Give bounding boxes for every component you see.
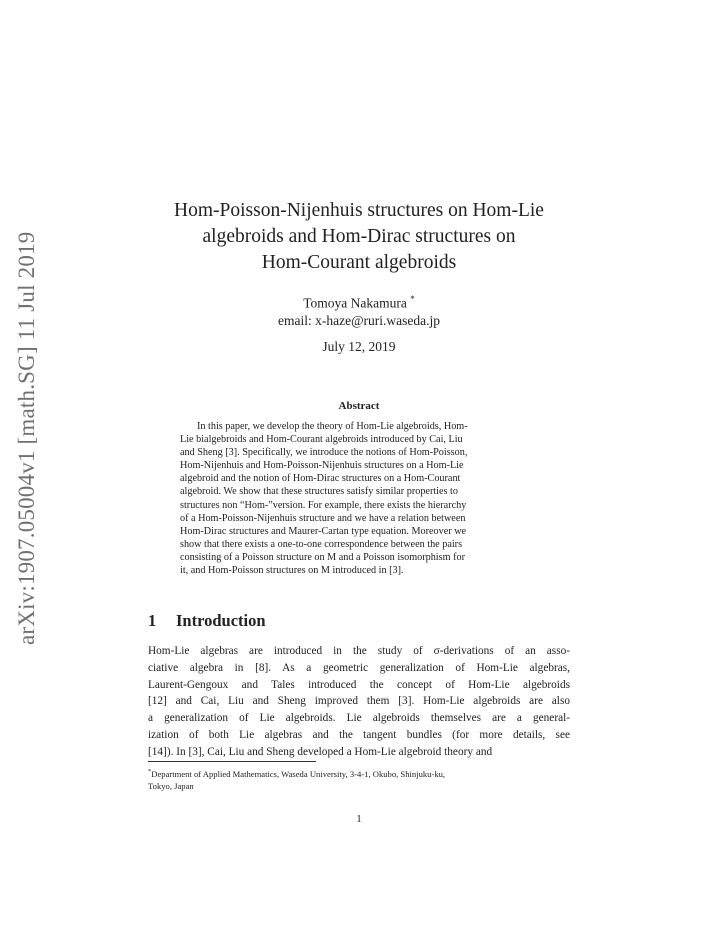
footnote-line: Tokyo, Japan	[148, 781, 194, 792]
abstract-line: Hom-Dirac structures and Maurer-Cartan type equation. Moreover we	[180, 525, 467, 537]
title-line: Hom-Courant algebroids	[261, 252, 457, 273]
abstract-body	[180, 420, 538, 577]
abstract-line: Hom-Nijenhuis and Hom-Poisson-Nijenhuis structures on a Hom-Lie	[180, 460, 464, 472]
page-number: 1	[356, 813, 362, 825]
author-block	[148, 291, 570, 329]
body-line: a generalization of Lie algebroids. Lie algebroids themselves are a general-	[148, 712, 570, 725]
footnote-line	[148, 766, 570, 780]
footnote-divider	[148, 761, 316, 762]
title-line: algebroids and Hom-Dirac structures on	[202, 226, 516, 247]
body-line: ciative algebra in [8]. As a geometric generalization of Hom-Lie algebras,	[148, 661, 570, 674]
abstract-line: algebroid. We show that these structures satisfy similar properties to	[180, 486, 458, 498]
author-line	[148, 291, 570, 312]
abstract-line: structures non “Hom-”version. For example, there exists the hierarchy	[180, 499, 467, 511]
footnote-text: Department of Applied Mathematics, Waseda University, 3-4-1, Okubo, Shinjuku-ku,	[151, 768, 446, 779]
body-line: Laurent-Gengoux and Tales introduced the concept of Hom-Lie algebroids	[148, 678, 570, 691]
section-title: Introduction	[176, 611, 266, 630]
arxiv-identifier: arXiv:1907.05004v1 [math.SG] 11 Jul 2019	[14, 231, 39, 645]
abstract-line: consisting of a Poisson structure on M and a Poisson isomorphism for	[180, 551, 465, 563]
body-line: ization of both Lie algebras and the tangent bundles (for more details, see	[148, 728, 570, 741]
abstract-heading: Abstract	[338, 400, 380, 412]
title-line: Hom-Poisson-Nijenhuis structures on Hom-Lie	[174, 200, 544, 221]
paper-title	[148, 198, 570, 276]
abstract-line: Lie bialgebroids and Hom-Courant algebroids introduced by Cai, Liu	[180, 434, 463, 446]
abstract-line: algebroid and the notion of Hom-Dirac structures on a Hom-Courant	[180, 473, 461, 485]
body-line: [12] and Cai, Liu and Sheng improved them [3]. Hom-Lie algebroids are also	[148, 695, 570, 708]
author-footnote-mark: *	[410, 294, 415, 304]
abstract-line: of a Hom-Poisson-Nijenhuis structure and we have a relation between	[180, 512, 466, 524]
author-name: Tomoya Nakamura	[303, 295, 407, 311]
introduction-body	[148, 643, 570, 761]
author-email: email: x-haze@ruri.waseda.jp	[278, 312, 440, 328]
abstract-line: and Sheng [3]. Specifically, we introduce the notions of Hom-Poisson,	[180, 447, 468, 459]
abstract-line: it, and Hom-Poisson structures on M introduced in [3].	[180, 565, 404, 577]
body-line: [14]). In [3], Cai, Liu and Sheng developed a Hom-Lie algebroid theory and	[148, 745, 493, 758]
section-heading	[148, 611, 266, 631]
abstract-line: In this paper, we develop the theory of Hom-Lie algebroids, Hom-	[197, 421, 468, 432]
abstract-line: show that there exists a one-to-one correspondence between the pairs	[180, 538, 463, 550]
footnote-mark: *	[148, 768, 152, 775]
paper-date: July 12, 2019	[322, 339, 396, 354]
section-number: 1	[148, 611, 157, 630]
footnote	[148, 766, 570, 793]
body-line: Hom-Lie algebras are introduced in the study of σ-derivations of an asso-	[148, 645, 570, 657]
